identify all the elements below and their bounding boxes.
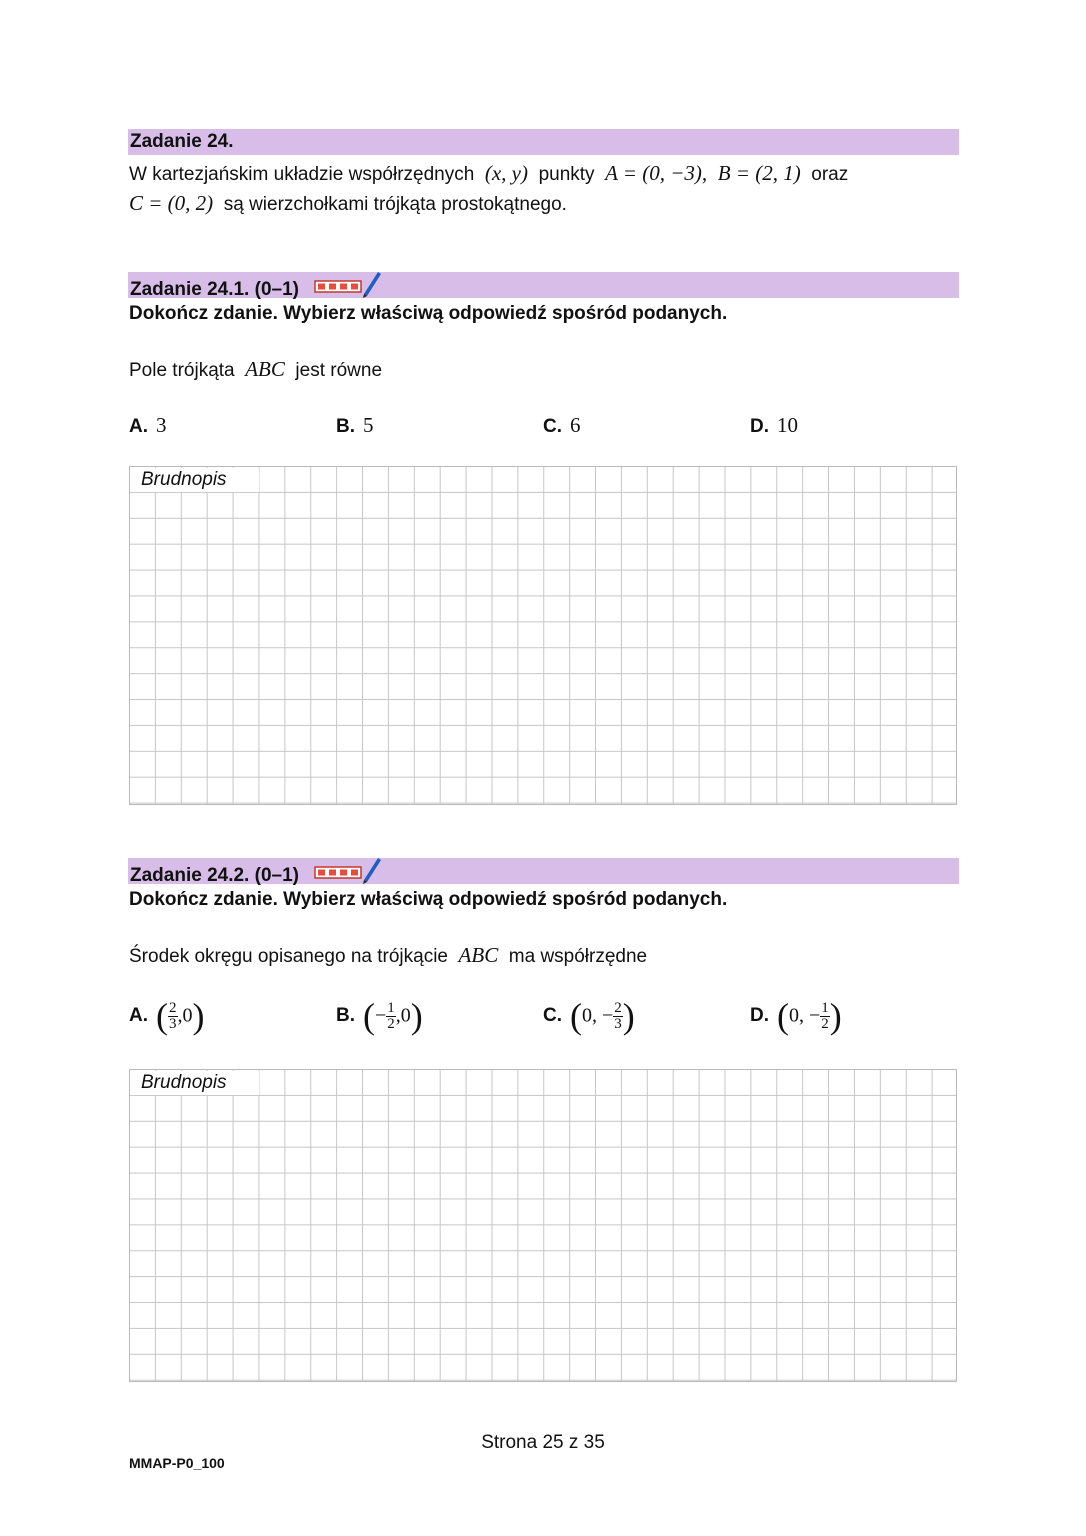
task-24-title: Zadanie 24. [130, 131, 234, 152]
option-a[interactable] [129, 413, 167, 438]
option-b[interactable] [336, 998, 423, 1034]
task-24-line-1 [129, 161, 848, 186]
fraction-numerator: 1 [387, 999, 395, 1016]
question-text: ma współrzędne [508, 946, 648, 967]
option-value: 6 [570, 413, 581, 437]
option-label: B. [336, 1005, 355, 1026]
comma: , [799, 1004, 809, 1027]
option-c[interactable] [543, 998, 635, 1034]
option-label: A. [129, 1005, 148, 1026]
comma: , [395, 1004, 401, 1027]
scratch-grid-2[interactable] [129, 1069, 957, 1382]
fraction-numerator: 2 [614, 999, 622, 1016]
fraction-numerator: 1 [821, 999, 829, 1016]
fraction [613, 1001, 623, 1032]
right-paren: ) [622, 996, 635, 1036]
math-point-b: B = (2, 1) [717, 161, 801, 185]
option-b[interactable] [336, 413, 374, 438]
option-label: B. [336, 416, 355, 437]
scratch-label: Brudnopis [131, 468, 259, 492]
comma: , [592, 1004, 602, 1027]
document-code: MMAP-P0_100 [129, 1455, 225, 1471]
option-value: 10 [777, 413, 798, 437]
task-24-text: oraz [811, 164, 849, 185]
minus-sign: − [809, 1004, 821, 1027]
option-label: A. [129, 416, 148, 437]
scoring-boxes-icon [314, 270, 384, 306]
option-c[interactable] [543, 413, 581, 438]
fraction [168, 1001, 178, 1032]
task-24-1-header [128, 272, 959, 301]
task-24-1-title: Zadanie 24.1. (0–1) [130, 279, 299, 301]
left-paren: ( [777, 996, 789, 1036]
fraction [386, 1001, 396, 1032]
question-text: jest równe [295, 360, 383, 381]
math-point-a: A = (0, −3), [605, 161, 708, 185]
task-24-2-question [129, 943, 647, 968]
right-paren: ) [410, 996, 423, 1036]
coordinate-zero: 0 [182, 1004, 193, 1027]
fraction-denominator: 3 [169, 1015, 177, 1032]
minus-sign: − [602, 1004, 614, 1027]
fraction [820, 1001, 830, 1032]
task-24-line-2 [129, 191, 567, 216]
fraction-denominator: 2 [387, 1015, 395, 1032]
right-paren: ) [192, 996, 205, 1036]
option-d[interactable] [750, 998, 842, 1034]
task-24-header [128, 129, 959, 155]
fraction-numerator: 2 [169, 999, 177, 1016]
task-24-1-instruction: Dokończ zdanie. Wybierz właściwą odpowiedź spośród podanych. [129, 303, 728, 324]
scratch-grid-1[interactable] [129, 466, 957, 805]
fraction-denominator: 3 [614, 1015, 622, 1032]
option-value: 3 [156, 413, 167, 437]
math-point-c: C = (0, 2) [129, 191, 214, 215]
option-value: 5 [363, 413, 374, 437]
left-paren: ( [570, 996, 582, 1036]
scratch-label: Brudnopis [131, 1071, 259, 1095]
question-text: Środek okręgu opisanego na trójkącie [129, 946, 448, 967]
task-24-text: W kartezjańskim układzie współrzędnych [129, 164, 475, 185]
task-24-text: są wierzchołkami trójkąta prostokątnego. [223, 194, 567, 215]
page-number: Strona 25 z 35 [481, 1432, 605, 1453]
task-24-2-instruction: Dokończ zdanie. Wybierz właściwą odpowiedź spośród podanych. [129, 889, 728, 910]
comma: , [177, 1004, 183, 1027]
scoring-boxes-icon [314, 856, 384, 892]
task-24-2-title: Zadanie 24.2. (0–1) [130, 865, 299, 887]
math-xy: (x, y) [484, 161, 528, 185]
math-abc: ABC [458, 943, 499, 967]
fraction-denominator: 2 [821, 1015, 829, 1032]
option-a[interactable] [129, 998, 205, 1034]
coordinate-zero: 0 [400, 1004, 411, 1027]
coordinate-zero: 0 [789, 1004, 799, 1027]
left-paren: ( [363, 996, 375, 1036]
option-label: C. [543, 416, 562, 437]
right-paren: ) [829, 996, 842, 1036]
option-label: D. [750, 1005, 769, 1026]
task-24-1-question [129, 357, 382, 382]
math-abc: ABC [245, 357, 285, 381]
option-label: D. [750, 416, 769, 437]
option-d[interactable] [750, 413, 798, 438]
minus-sign: − [375, 1004, 387, 1027]
left-paren: ( [156, 996, 168, 1036]
coordinate-zero: 0 [582, 1004, 592, 1027]
task-24-2-header [128, 858, 959, 887]
task-24-text: punkty [538, 164, 595, 185]
option-label: C. [543, 1005, 562, 1026]
question-text: Pole trójkąta [129, 360, 235, 381]
